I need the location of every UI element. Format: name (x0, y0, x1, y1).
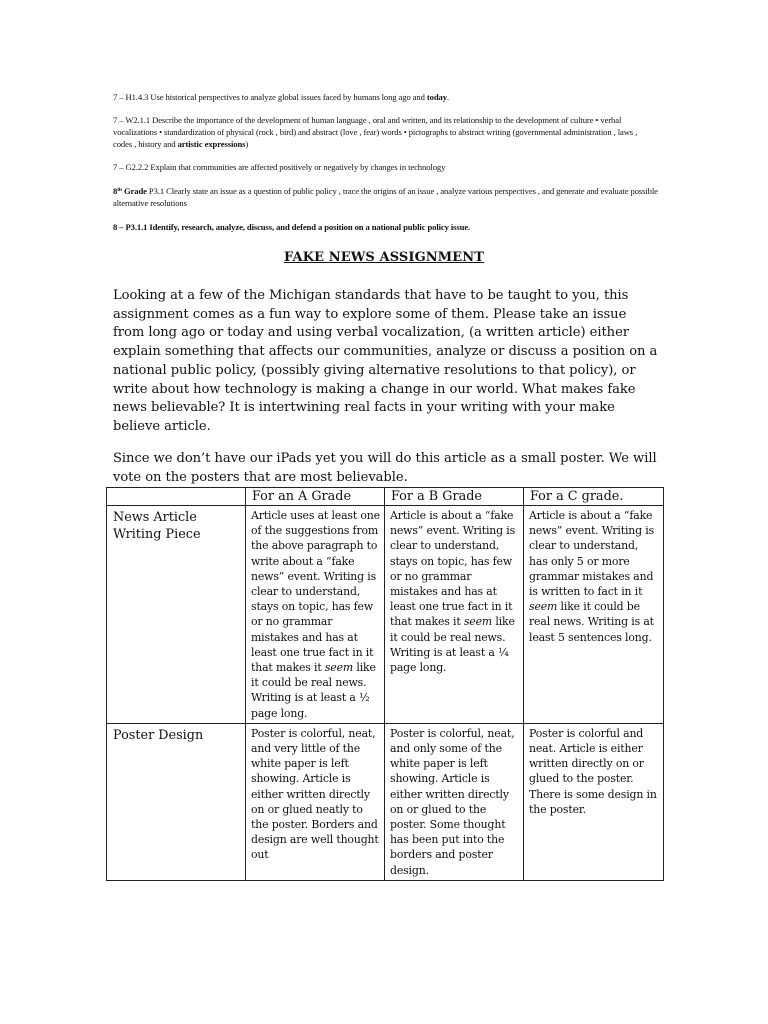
rubric-header-a: For an A Grade (246, 488, 385, 506)
standard-p311: 8 – P3.1.1 Identify, research, analyze, discuss, and defend a position on a national public policy issue. (113, 222, 471, 232)
standard-end: . (446, 92, 449, 102)
intro-paragraph: Looking at a few of the Michigan standards that have to be taught to you, this assignment comes as a fun way to explore some of them. Please take an issue from long ago or today and using verbal vocalization, (a written article) either explain something that affects our communities, analyze or discuss a position on a national public policy, (possibly giving alternative resolutions to that policy), or write about how technology is making a change in our world. What makes fake news believable? It is intertwining real facts in your writing with your make believe article. (113, 288, 658, 434)
rubric-row-label: Poster Design (107, 723, 246, 880)
standard-code: 7 – H1.4.3 (113, 92, 149, 102)
standard-w211 (113, 114, 658, 150)
standard-code: 7 – G2.2.2 (113, 162, 149, 172)
standard-bold-text: artistic expressions (177, 139, 246, 149)
standard-text: Explain that communities are affected positively or negatively by changes in technology (148, 162, 446, 172)
rubric-cell-poster-a: Poster is colorful, neat, and very little of the white paper is left showing. Article is either written directly on or glued neatly to the poster. Borders and design are well thought out (246, 723, 385, 880)
rubric-header-c: For a C grade. (524, 488, 664, 506)
standard-code: 7 – W2.1.1 (113, 115, 151, 125)
rubric-row-news-article (107, 506, 664, 724)
rubric-header-b: For a B Grade (385, 488, 524, 506)
standard-g222 (113, 161, 658, 173)
standard-grade: 8th Grade (113, 186, 147, 196)
standard-text: Use historical perspectives to analyze global issues faced by humans long ago and (148, 92, 427, 102)
standard-end: ) (245, 139, 249, 149)
standard-text: P3.1 Clearly state an issue as a question of public policy , trace the origins of an issue , analyze various perspectives , and generate and evaluate possible alternative resolutions (113, 186, 658, 208)
rubric-cell-news-a: Article uses at least one of the suggestions from the above paragraph to write about a “fake news” event. Writing is clear to understand, stays on topic, has few or no grammar mistakes and has at least one true fact in it that makes it seem like it could be real news. Writing is at least a ½ page long. (246, 506, 385, 724)
rubric-cell-news-b: Article is about a “fake news” event. Writing is clear to understand, stays on topic, has few or no grammar mistakes and has at least one true fact in it that makes it seem like it could be real news. Writing is at least a ¼ page long. (385, 506, 524, 724)
rubric-header-row (107, 488, 664, 506)
grading-rubric-table (106, 487, 664, 881)
standard-text: Describe the importance of the development of human language , oral and written, and its relationship to the development of culture • verbal vocalizations • standardization of physical (rock , bird) and abstract (love , fear) words • pictographs to abstract writing (governmental administration , laws , codes , history and (113, 115, 638, 149)
rubric-row-poster-design (107, 723, 664, 880)
rubric-header-empty (107, 488, 246, 506)
standard-h143 (113, 91, 658, 103)
rubric-cell-poster-c: Poster is colorful and neat. Article is either written directly on or glued to the poster. There is some design in the poster. (524, 723, 664, 880)
standard-p31 (113, 184, 658, 209)
rubric-cell-news-c: Article is about a “fake news” event. Writing is clear to understand, has only 5 or more grammar mistakes and is written to fact in it seem like it could be real news. Writing is at least 5 sentences long. (524, 506, 664, 724)
poster-instructions-paragraph: Since we don’t have our iPads yet you will do this article as a small poster. We will vote on the posters that are most believable. (113, 451, 657, 485)
rubric-row-label: News Article Writing Piece (107, 506, 246, 724)
assignment-title: FAKE NEWS ASSIGNMENT (283, 250, 485, 265)
standard-bold-text: today (426, 92, 447, 102)
rubric-cell-poster-b: Poster is colorful, neat, and only some of the white paper is left showing. Article is either written directly on or glued to the poster. Some thought has been put into the borders and poster design. (385, 723, 524, 880)
standards-list (113, 91, 658, 244)
